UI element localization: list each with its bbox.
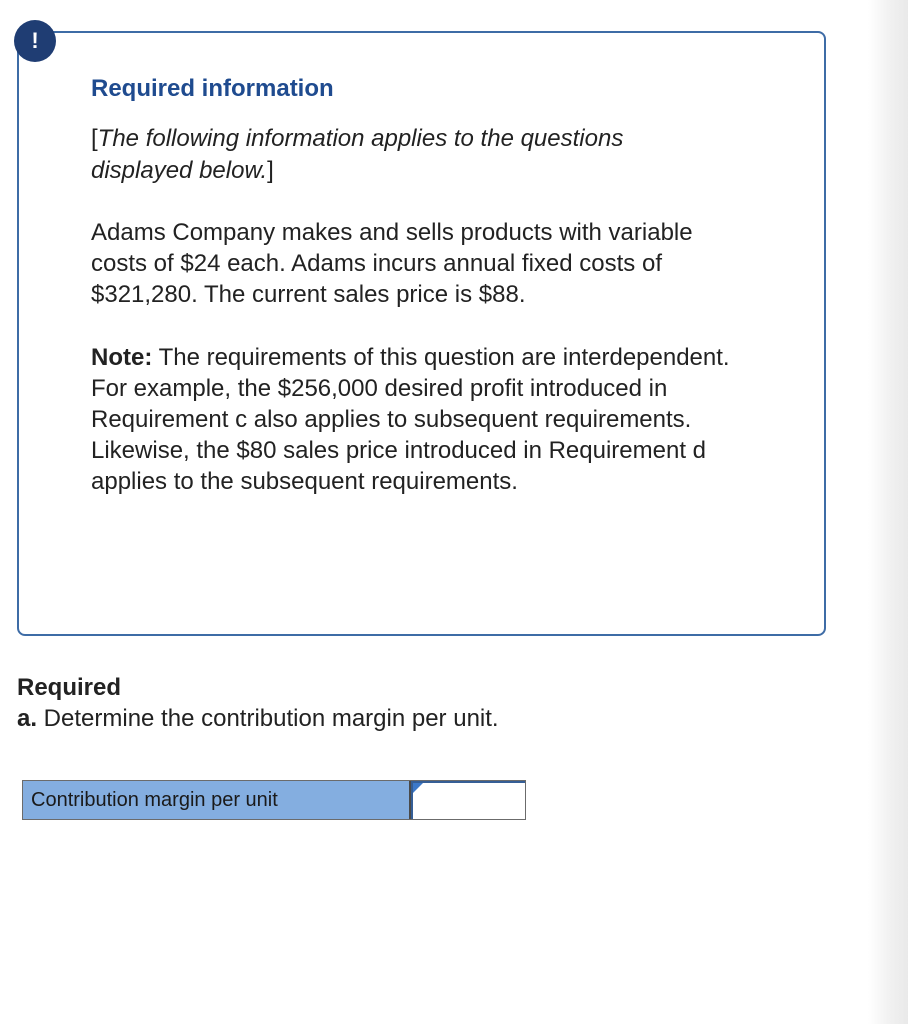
note-text: The requirements of this question are interdependent. For example, the $256,000 desired profit introduced in Requirement c also applies to subsequent requirements. Likewise, the $80 sales price introduced in Requirement d applies to the subsequent requirements. [91,344,730,495]
required-heading: Required [17,674,122,701]
input-marker-icon [413,783,423,793]
note-label: Note: [91,344,153,371]
interdependence-note [91,342,741,497]
required-information-box [17,31,826,636]
contribution-margin-label: Contribution margin per unit [23,781,411,819]
applies-text: The following information applies to the questions displayed below. [91,125,624,184]
applies-note [91,123,731,187]
contribution-margin-cell[interactable] [411,781,525,819]
contribution-margin-input[interactable] [413,783,525,819]
applies-bracket-open: [ [91,125,98,152]
requirement-a-label: a. [17,705,38,732]
answer-table [22,780,526,820]
requirement-a-text: Determine the contribution margin per unit. [37,705,499,732]
applies-bracket-close: ] [267,157,274,184]
info-title: Required information [91,75,334,102]
problem-description: Adams Company makes and sells products with variable costs of $24 each. Adams incurs annual fixed costs of $321,280. The current sales price is $88. [91,219,693,308]
page-edge-shade [868,0,908,1024]
alert-icon: ! [14,20,56,62]
requirement-a-question [17,705,499,733]
